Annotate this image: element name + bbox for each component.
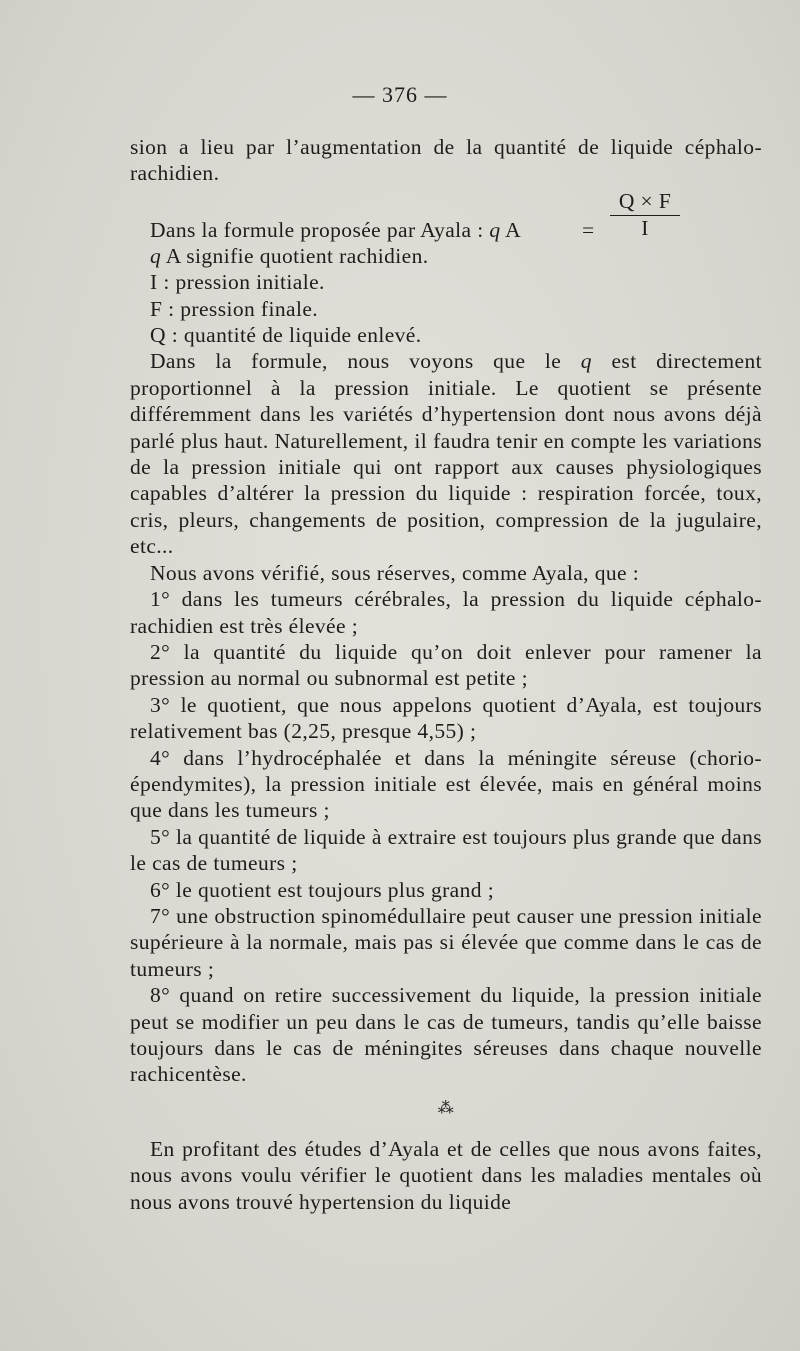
formula-equals: = bbox=[582, 217, 595, 242]
formula-line bbox=[130, 187, 762, 243]
list-item: 5° la quantité de liquide à extraire est toujours plus grande que dans le cas de tumeurs ; bbox=[130, 824, 762, 876]
paragraph-formula-discussion: Dans la formule, nous voyons que le q est directement proportionnel à la pression initiale. Le quotient se présente différemment dans les variétés d’hypertension dont nous avons déjà parlé plus haut. Naturellement, il faudra tenir en compte les variations de la pression initiale qui ont rapport aux causes physiologiques capables d’altérer la pression du liquide : respiration forcée, toux, cris, pleurs, changements de position, compression de la jugulaire, etc... bbox=[130, 349, 762, 559]
formula-var-a: A bbox=[505, 217, 522, 242]
definitions-list bbox=[130, 243, 762, 349]
document-body bbox=[130, 134, 762, 1215]
formula-denominator: I bbox=[641, 215, 649, 240]
list-item: 7° une obstruction spinomédullaire peut causer une pression initiale supérieure à la normale, mais pas si élevée que comme dans le cas de tumeurs ; bbox=[130, 903, 762, 981]
intro-paragraph: sion a lieu par l’augmentation de la quantité de liquide céphalo-rachidien. bbox=[130, 135, 762, 186]
formula-lead: Dans la formule proposée par Ayala : q A bbox=[150, 217, 522, 242]
formula-numerator: Q × F bbox=[618, 188, 672, 213]
definition-item: F : pression finale. bbox=[150, 296, 319, 321]
definition-item: q A signifie quotient rachidien. bbox=[150, 243, 429, 268]
list-item: 2° la quantité du liquide qu’on doit enlever pour ramener la pression au normal ou subnormal est petite ; bbox=[130, 639, 762, 691]
definition-item: Q : quantité de liquide enlevé. bbox=[150, 323, 422, 348]
definition-item: I : pression initiale. bbox=[150, 270, 325, 295]
formula-fraction bbox=[610, 187, 680, 240]
list-item: 6° le quotient est toujours plus grand ; bbox=[150, 877, 495, 902]
section-separator: ⁂ bbox=[437, 1099, 455, 1117]
list-item: 8° quand on retire successivement du liquide, la pression initiale peut se modifier un peu dans le cas de tumeurs, tandis qu’elle baisse toujours dans le cas de méningites séreuses dans chaque nouvelle rachicentèse. bbox=[130, 983, 762, 1087]
list-item: 4° dans l’hydrocéphalée et dans la méningite séreuse (chorio-épendymites), la pression initiale est élevée, mais en général moins que dans les tumeurs ; bbox=[130, 745, 762, 823]
page-number: — 376 — bbox=[352, 82, 448, 107]
list-item: 1° dans les tumeurs cérébrales, la pression du liquide céphalo-rachidien est très élevée ; bbox=[130, 587, 762, 638]
paragraph-final: En profitant des études d’Ayala et de celles que nous avons faites, nous avons voulu vérifier le quotient dans les maladies mentales où nous avons trouvé hypertension du liquide bbox=[130, 1136, 762, 1214]
paragraph-verification: Nous avons vérifié, sous réserves, comme Ayala, que : bbox=[150, 560, 640, 585]
list-item: 3° le quotient, que nous appelons quotient d’Ayala, est toujours relativement bas (2,25, presque 4,55) ; bbox=[130, 692, 762, 744]
formula-var-q: q bbox=[489, 217, 501, 242]
